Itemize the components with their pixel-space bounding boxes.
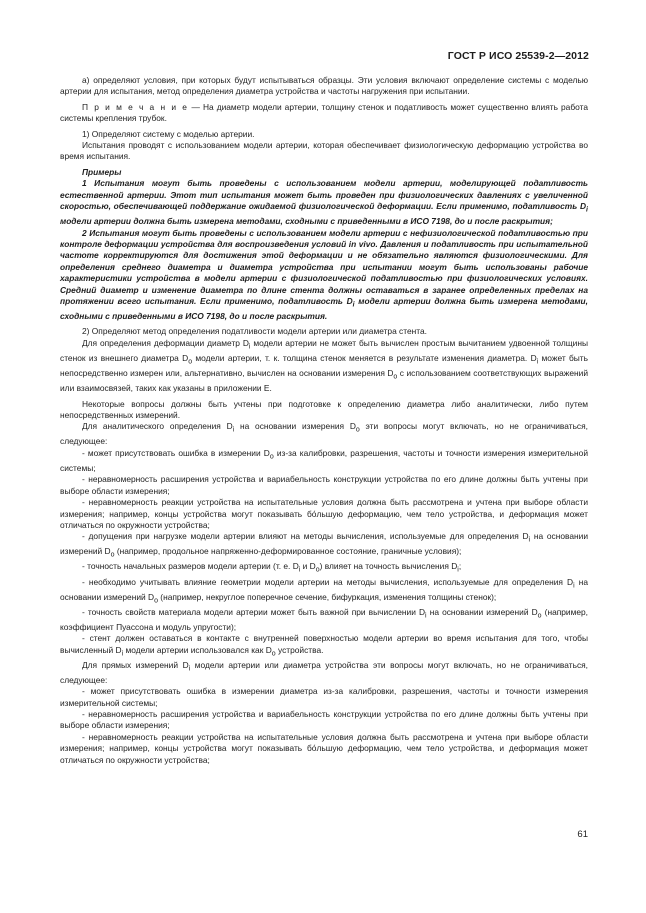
page-body xyxy=(60,75,588,766)
list-item: - точность свойств материала модели артерии может быть важной при вычислении $D_i$ на основании измерений $D_o$ (например, коэффициент Пуассона и модуль упругости); xyxy=(60,606,588,632)
note-text: — На диаметр модели артерии, толщину стенок и податливость может существенно влиять работа системы крепления трубок. xyxy=(60,101,588,124)
list-item: - неравномерность реакции устройства на испытательные условия должна быть рассмотрена и учтена при выборе области измерения; например, концы устройства могут показывать бо́льшую деформацию, чем тело устройства, и деформация может отличаться по окружности устройства; xyxy=(60,731,588,765)
list-item: - неравномерность реакции устройства на испытательные условия должна быть рассмотрена и учтена при выборе области измерения; например, концы устройства могут показывать бо́льшую деформацию, чем тело устройства, и деформация может отличаться по окружности устройства; xyxy=(60,497,588,530)
example-2: 2 Испытания могут быть проведены с использованием модели артерии с нефизиологической податливостью при контроле деформации устройства для воспроизведения условий in vivo. Давления и податливость при испытательной частоте корректируются для достижения этой деформации и не обязательно являются физиологическими. Для определения среднего диаметра и диаметра устройства при испытании могут быть использованы рабочие характеристики устройства в модели артерии с физиологической податливостью при физиологических условиях. Средний диаметр и изменение диаметра по длине стента должны оставаться в заранее определенных пределах на протяжении всего испытания. Если применимо, податливость $D_i$ модели артерии должна быть измерена методами, сходными с приведенными в ИСО 7198, до и после раскрытия. xyxy=(60,227,588,322)
item-2-title: 2) Определяют метод определения податливости модели артерии или диаметра стента. xyxy=(82,326,428,337)
list-item: - точность начальных размеров модели артерии (т. е. $D_i$ и $D_o$) влияет на точность вычисления $D_i$; xyxy=(82,561,462,575)
list-item: - может присутствовать ошибка в измерении диаметра из-за калибровки, разрешения, частоты и точности измерения измерительной системы; xyxy=(60,686,588,708)
item-1-text: Испытания проводят с использованием модели артерии, которая обеспечивает физиологическую деформацию устройства во время испытания. xyxy=(60,140,588,162)
standard-header: ГОСТ Р ИСО 25539-2—2012 xyxy=(447,50,589,62)
item-1-title: 1) Определяют систему с моделью артерии. xyxy=(82,128,255,139)
list-item: - необходимо учитывать влияние геометрии модели артерии на методы вычисления, используемые для определения $D_i$ на основании измерений $D_o$ (например, некруглое поперечное сечение, бифуркация, изменения толщины стенок); xyxy=(60,576,588,605)
example-1: 1 Испытания могут быть проведены с использованием модели артерии, моделирующей податливость естественной артерии. Этот тип испытания может быть проведен при физиологических давлениях с увеличенной скоростью, обеспечивающей поддержание ожидаемой физиологической деформации. Если применимо, податливость $D_i$ модели артерии должна быть измерена методами, сходными с приведенными в ИСО 7198, до и после раскрытия; xyxy=(60,178,588,227)
paragraph-deformation: Для определения деформации диаметр $D_i$ модели артерии не может быть вычислен простым вычитанием удвоенной толщины стенок из внешнего диаметра $D_o$ модели артерии, т. к. толщина стенок меняется в результате изменения диаметра. $D_i$ может быть непосредственно измерен или, альтернативно, вычислен на основании измерения $D_o$ с использованием соответствующих выражений или взаимосвязей, таких как указаны в приложении Е. xyxy=(60,337,589,394)
examples-label: Примеры xyxy=(82,166,122,177)
list-item: - допущения при нагрузке модели артерии влияют на методы вычисления, используемые для определения $D_i$ на основании измерений $D_o$ (например, продольное напряженно-деформированное состояние, граничные условия); xyxy=(60,531,588,560)
paragraph-direct: Для прямых измерений $D_i$ модели артерии или диаметра устройства эти вопросы могут включать, но не ограничиваться, следующее: xyxy=(60,659,589,685)
list-item: - может присутствовать ошибка в измерении $D_o$ из-за калибровки, разрешения, частоты и точности измерения измерительной системы; xyxy=(60,447,588,473)
list-item: - неравномерность расширения устройства и вариабельность конструкции устройства по его длине должны быть учтены при выборе области измерения; xyxy=(60,708,588,731)
paragraph-questions: Некоторые вопросы должны быть учтены при подготовке к определению диаметра либо аналитически, либо путем непосредственных измерений. xyxy=(60,398,588,420)
list-item: - стент должен оставаться в контакте с внутренней поверхностью модели артерии во время испытания для того, чтобы вычисленный $D_i$ модели артерии использовался как $D_o$ устройства. xyxy=(60,633,588,658)
list-item: - неравномерность расширения устройства и вариабельность конструкции устройства по его длине должны быть учтены при выборе области измерения; xyxy=(60,474,588,496)
note xyxy=(60,102,588,125)
note-label: П р и м е ч а н и е xyxy=(82,101,189,112)
page-number: 61 xyxy=(577,829,588,840)
paragraph-analytic: Для аналитического определения $D_i$ на основании измерения $D_o$ эти вопросы могут включать, но не ограничиваться, следующее: xyxy=(60,421,588,447)
paragraph-conditions: а) определяют условия, при которых будут испытываться образцы. Эти условия включают определение системы с моделью артерии для испытания, метод определения диаметра устройства и частоты нагружения при испытании. xyxy=(60,75,588,97)
